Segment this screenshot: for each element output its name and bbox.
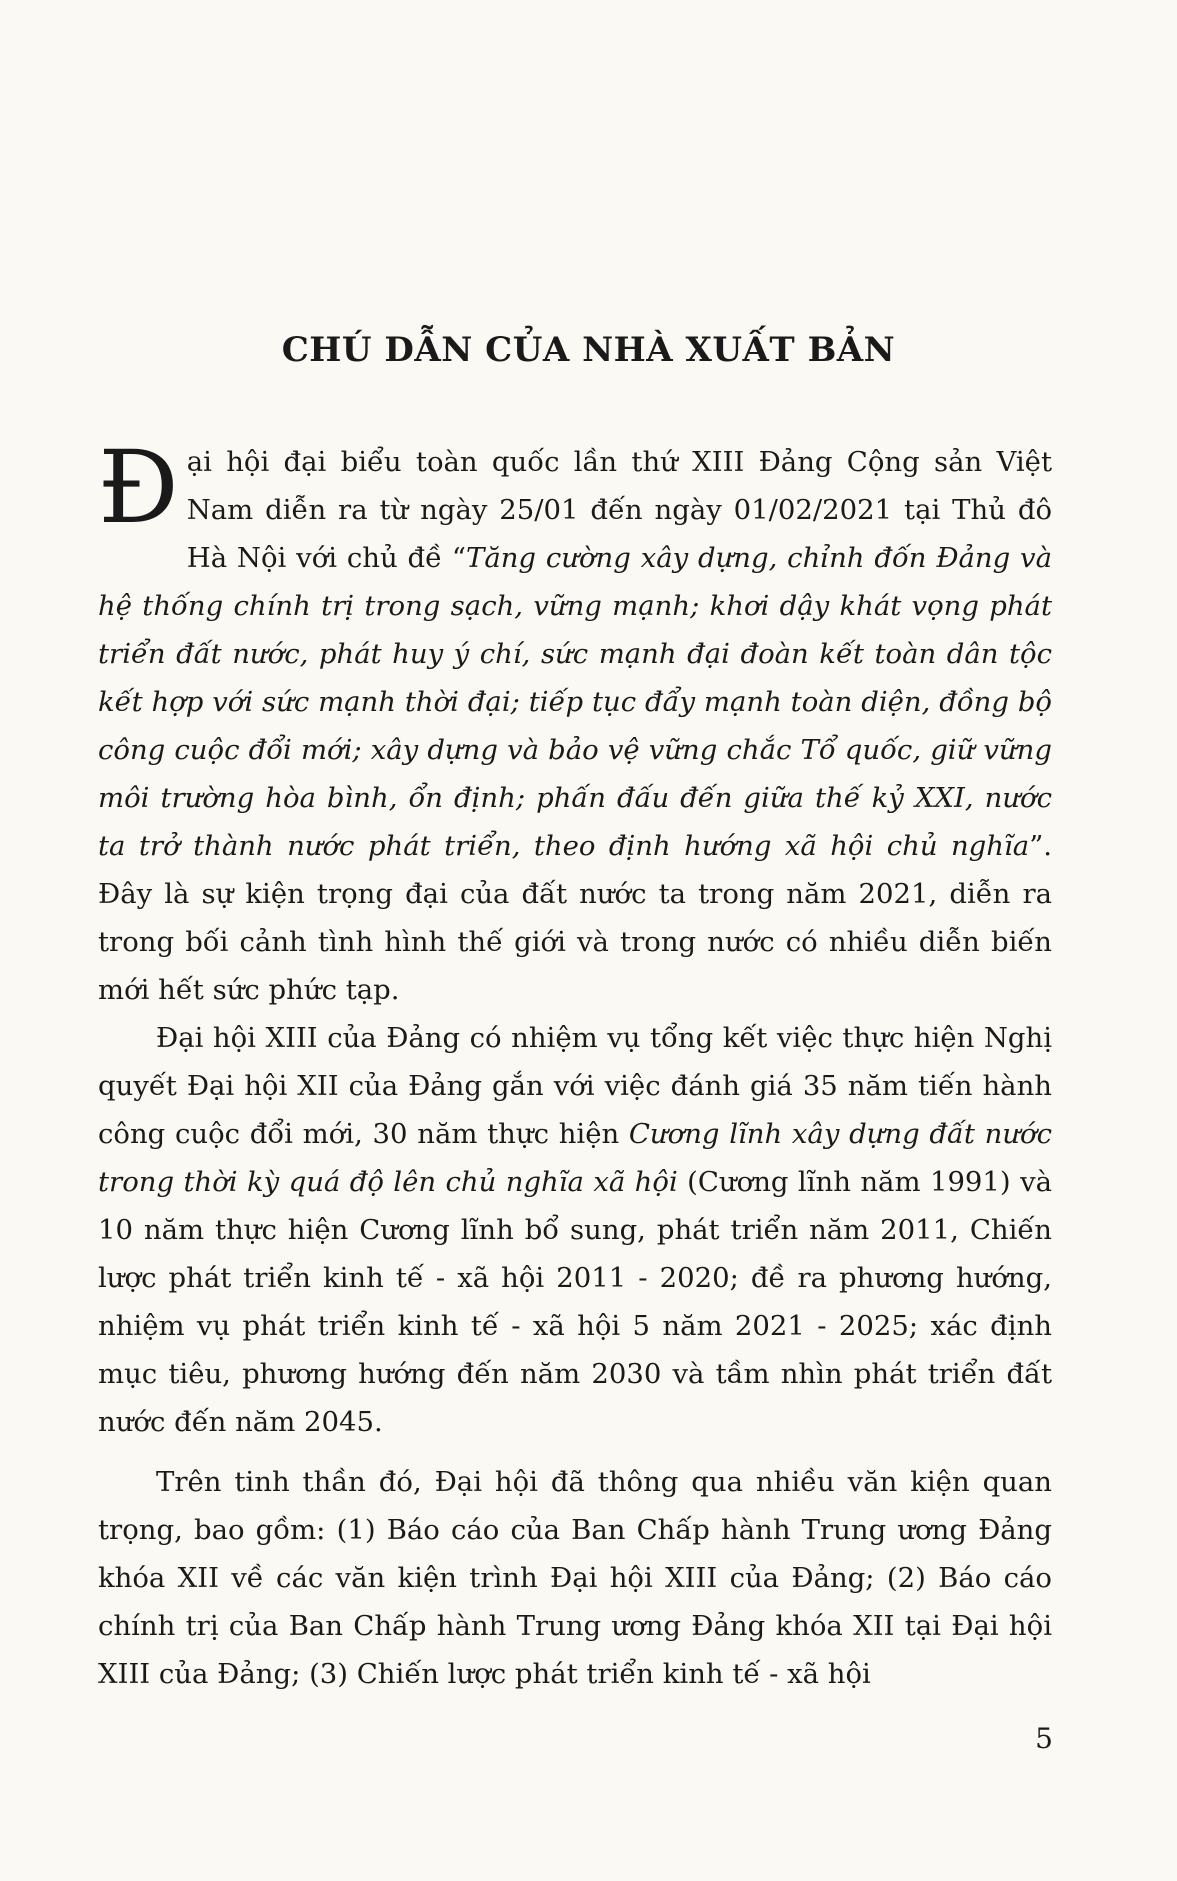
paragraph-2 xyxy=(98,1014,1052,1446)
paragraph-3: Trên tinh thần đó, Đại hội đã thông qua nhiều văn kiện quan trọng, bao gồm: (1) Báo cáo của Ban Chấp hành Trung ương Đảng khóa XII về các văn kiện trình Đại hội XIII của Đảng; (2) Báo cáo chính trị của Ban Chấp hành Trung ương Đảng khóa XII tại Đại hội XIII của Đảng; (3) Chiến lược phát triển kinh tế - xã hội xyxy=(98,1466,1052,1690)
paragraph-1-text-b: ”. Đây là sự kiện trọng đại của đất nước ta trong năm 2021, diễn ra trong bối cảnh tình hình thế giới và trong nước có nhiều diễn biến mới hết sức phức tạp. xyxy=(98,830,1052,1006)
body-text xyxy=(98,429,1052,1698)
drop-cap: Đ xyxy=(98,429,179,546)
congress-theme: Tăng cường xây dựng, chỉnh đốn Đảng và hệ thống chính trị trong sạch, vững mạnh; khơi dậy khát vọng phát triển đất nước, phát huy ý chí, sức mạnh đại đoàn kết toàn dân tộc kết hợp với sức mạnh thời đại; tiếp tục đẩy mạnh toàn diện, đồng bộ công cuộc đổi mới; xây dựng và bảo vệ vững chắc Tổ quốc, giữ vững môi trường hòa bình, ổn định; phấn đấu đến giữa thế kỷ XXI, nước ta trở thành nước phát triển, theo định hướng xã hội chủ nghĩa xyxy=(98,542,1052,862)
platform-title: Cương lĩnh xây dựng đất nước trong thời kỳ quá độ lên chủ nghĩa xã hội xyxy=(98,1118,1052,1198)
page-number: 5 xyxy=(1035,1722,1053,1755)
paragraph-1 xyxy=(98,429,1052,1014)
paragraph-2-text-a: Đại hội XIII của Đảng có nhiệm vụ tổng kết việc thực hiện Nghị quyết Đại hội XII của Đảng gắn với việc đánh giá 35 năm tiến hành công cuộc đổi mới, 30 năm thực hiện xyxy=(98,1022,1052,1150)
paragraph-1-text-a: ại hội đại biểu toàn quốc lần thứ XIII Đảng Cộng sản Việt Nam diễn ra từ ngày 25/01 đến ngày 01/02/2021 tại Thủ đô Hà Nội với chủ đề “ xyxy=(186,446,1052,574)
page-title: CHÚ DẪN CỦA NHÀ XUẤT BẢN xyxy=(281,330,896,370)
paragraph-2-text-b: (Cương lĩnh năm 1991) và 10 năm thực hiện Cương lĩnh bổ sung, phát triển năm 2011, Chiến lược phát triển kinh tế - xã hội 2011 - 2020; đề ra phương hướng, nhiệm vụ phát triển kinh tế - xã hội 5 năm 2021 - 2025; xác định mục tiêu, phương hướng đến năm 2030 và tầm nhìn phát triển đất nước đến năm 2045. xyxy=(98,1166,1052,1438)
